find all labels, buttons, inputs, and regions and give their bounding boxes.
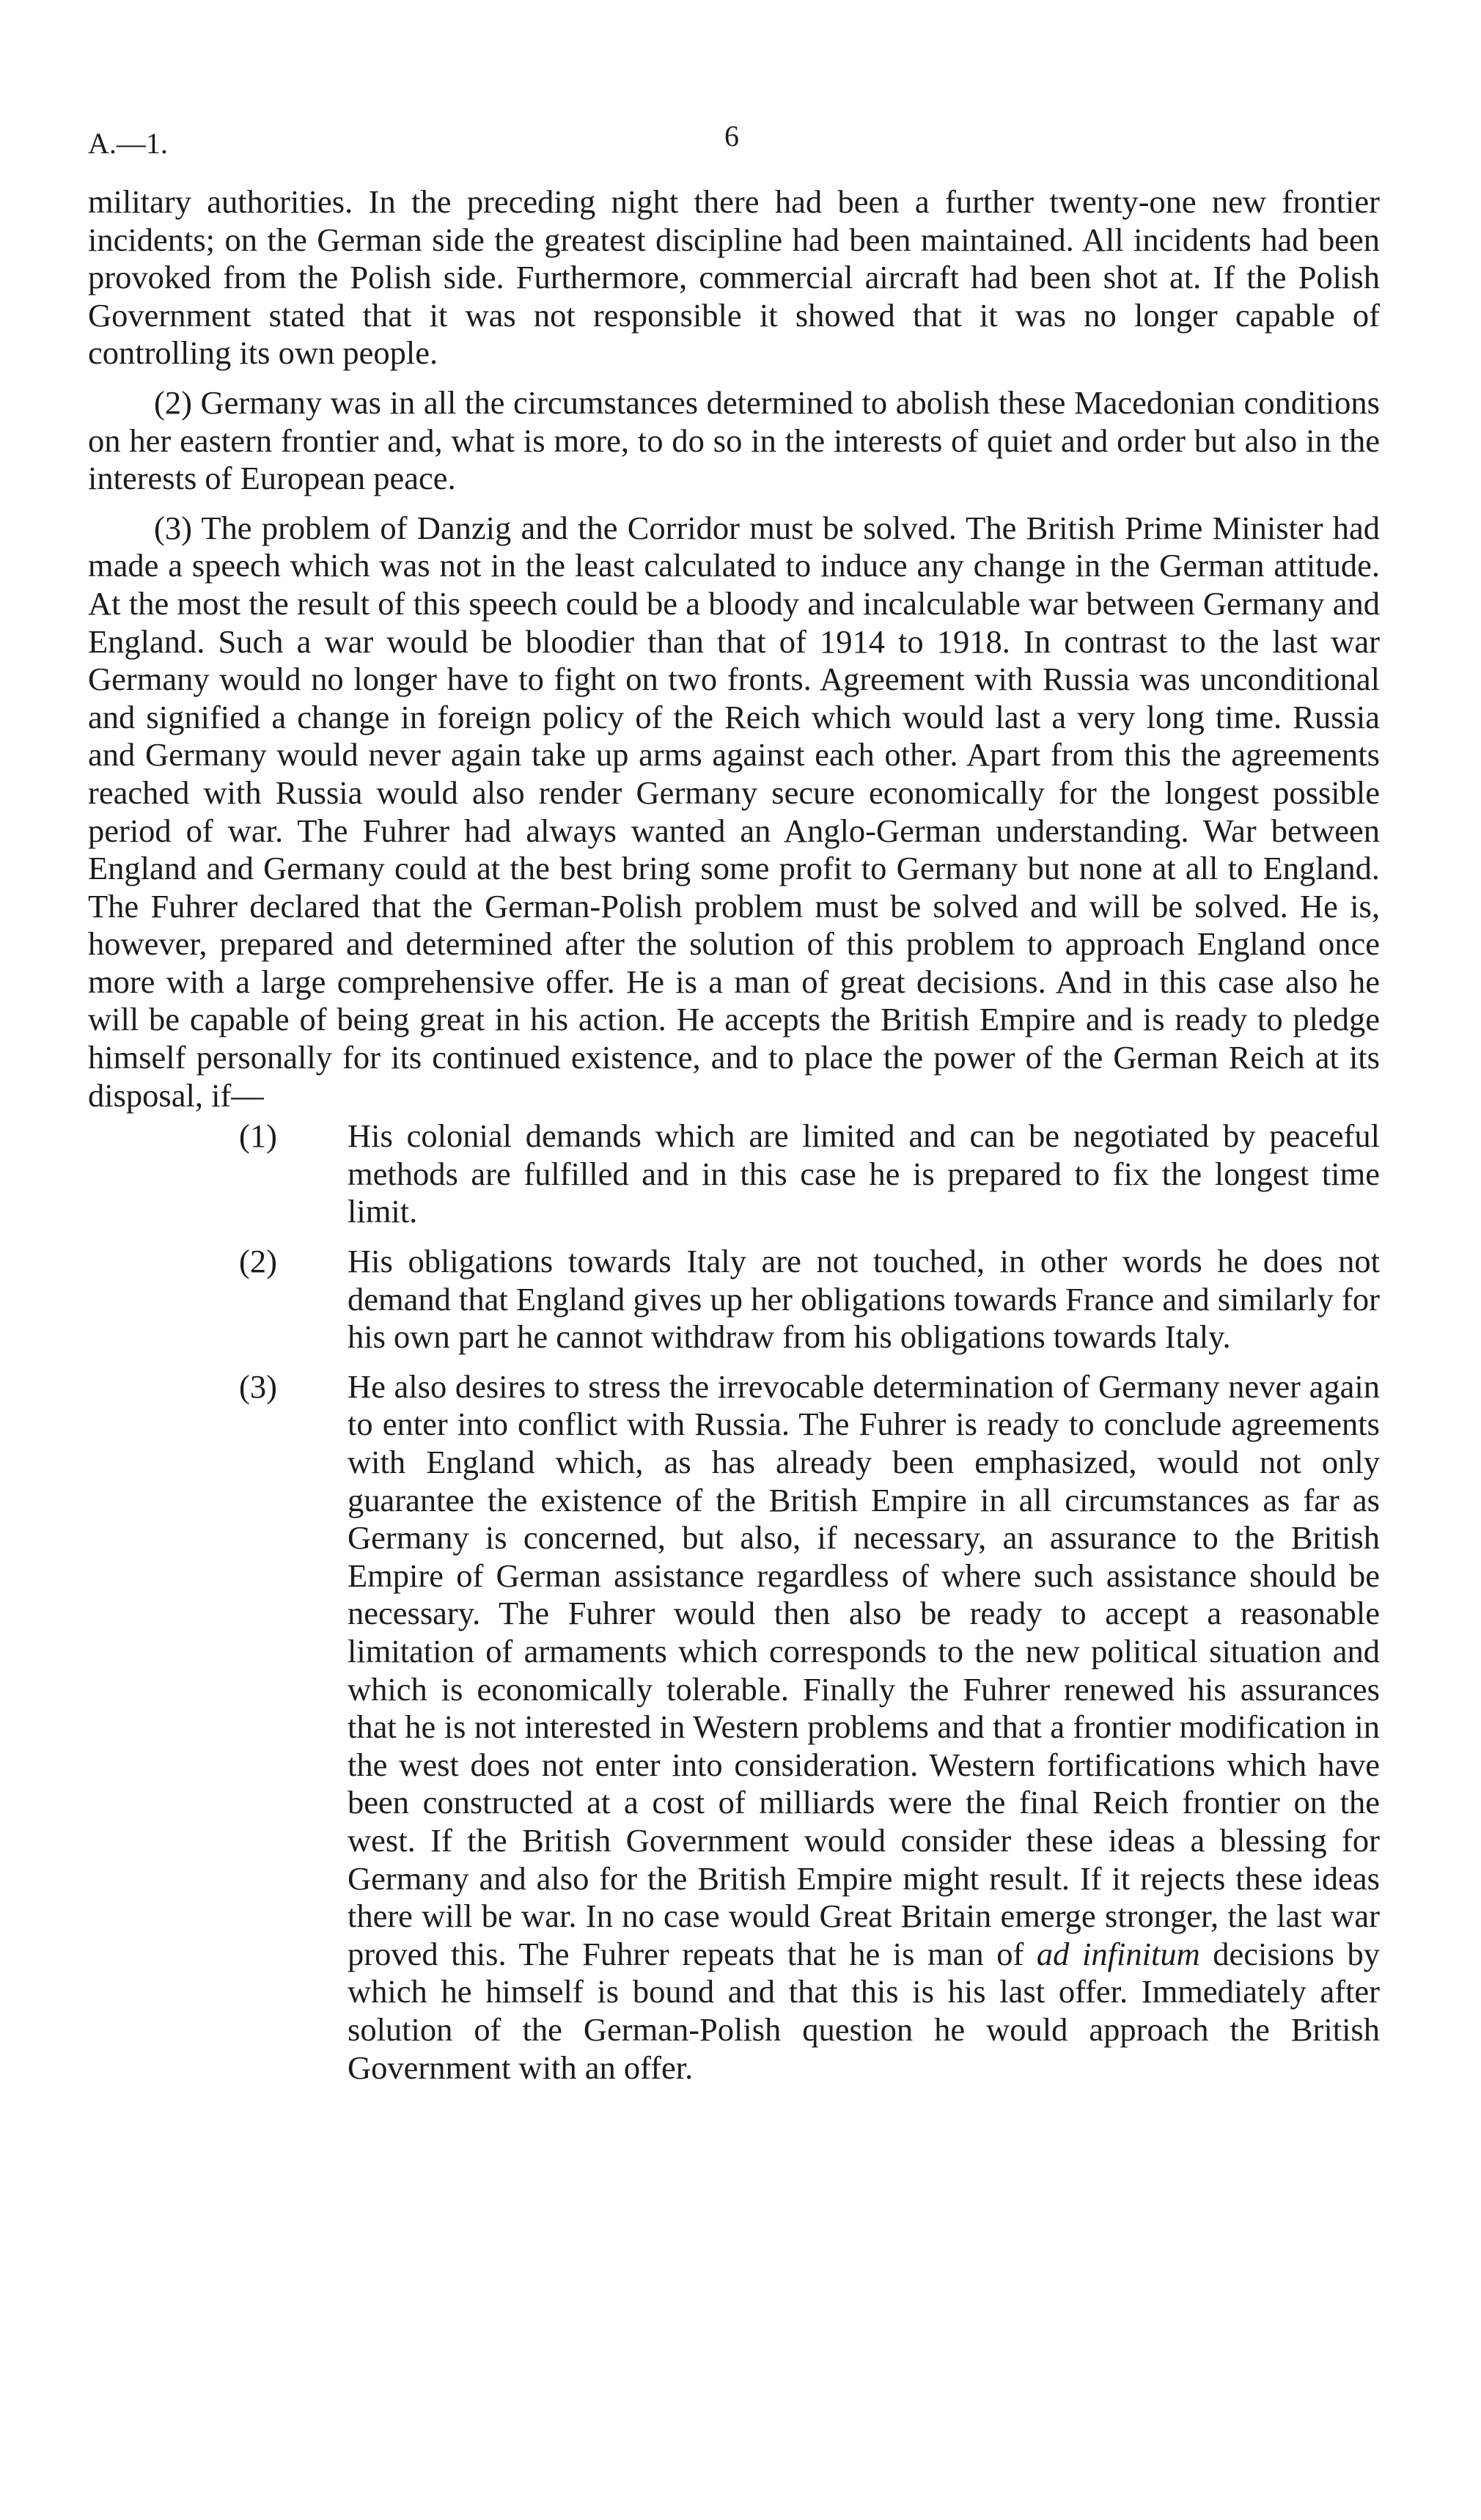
document-reference: A.—1. bbox=[88, 127, 168, 160]
condition-item bbox=[239, 1243, 1380, 1356]
paragraph-continued: military authorities. In the preceding night there had been a further twenty-one new frontier incidents; on the German side the greatest discipline had been maintained. All incidents had been provoked from the Polish side. Furthermore, commercial aircraft had been shot at. If the Polish Government stated that it was not responsible it showed that it was no longer capable of controlling its own people. bbox=[88, 183, 1380, 372]
condition-number: (1) bbox=[239, 1117, 277, 1155]
paragraph-3: (3) The problem of Danzig and the Corridor must be solved. The British Prime Minister had made a speech which was not in the least calculated to induce any change in the German attitude. At the most the result of this speech could be a bloody and incalculable war between Germany and England. Such a war would be bloodier than that of 1914 to 1918. In contrast to the last war Germany would no longer have to fight on two fronts. Agreement with Russia was unconditional and signified a change in foreign policy of the Reich which would last a very long time. Russia and Germany would never again take up arms against each other. Apart from this the agreements reached with Russia would also render Germany secure economically for the longest possible period of war. The Fuhrer had always wanted an Anglo-German understanding. War between England and Germany could at the best bring some profit to Germany but none at all to England. The Fuhrer declared that the German-Polish problem must be solved and will be solved. He is, however, prepared and determined after the solution of this problem to approach England once more with a large comprehensive offer. He is a man of great decisions. And in this case also he will be capable of being great in his action. He accepts the British Empire and is ready to pledge himself personally for its continued existence, and to place the power of the German Reich at its disposal, if— bbox=[88, 509, 1380, 1114]
italic-phrase: ad infinitum bbox=[1036, 1935, 1200, 1972]
document-body bbox=[88, 183, 1380, 2087]
condition-text-part: He also desires to stress the irrevocable determination of Germany never again to enter into conflict with Russia. The Fuhrer is ready to conclude agreements with England which, as has already been emphasized, would not only guarantee the existence of the British Empire in all circumstances as far as Germany is concerned, but also, if necessary, an assurance to the British Empire of German assistance regardless of where such assistance should be necessary. The Fuhrer would then also be ready to accept a reasonable limitation of armaments which corresponds to the new political situation and which is economically tolerable. Finally the Fuhrer renewed his assurances that he is not interested in Western problems and that a frontier modification in the west does not enter into consideration. Western fortifications which have been constructed at a cost of milliards were the final Reich frontier on the west. If the British Government would consider these ideas a blessing for Germany and also for the British Empire might result. If it rejects these ideas there will be war. In no case would Great Britain emerge stronger, the last war proved this. The Fuhrer repeats that he is man of bbox=[348, 1367, 1380, 1972]
condition-item bbox=[239, 1368, 1380, 2087]
page-number: 6 bbox=[724, 120, 739, 153]
condition-number: (3) bbox=[239, 1367, 277, 1405]
condition-text: His obligations towards Italy are not touched, in other words he does not demand that England gives up her obligations towards France and similarly for his own part he cannot withdraw from his obligations towards Italy. bbox=[348, 1243, 1380, 1356]
page-header bbox=[88, 120, 1378, 170]
condition-text-part: decisions by which he himself is bound and that this is his last offer. Immediately after solution of the German-Polish question he would approach the British Government with an offer. bbox=[348, 1935, 1380, 2086]
paragraph-2: (2) Germany was in all the circumstances determined to abolish these Macedonian conditions on her eastern frontier and, what is more, to do so in the interests of quiet and order but also in the interests of European peace. bbox=[88, 383, 1380, 497]
condition-text: His colonial demands which are limited and can be negotiated by peaceful methods are fulfilled and in this case he is prepared to fix the longest time limit. bbox=[348, 1117, 1380, 1230]
condition-item bbox=[239, 1117, 1380, 1231]
condition-number: (2) bbox=[239, 1243, 277, 1280]
conditions-list bbox=[88, 1117, 1380, 2087]
